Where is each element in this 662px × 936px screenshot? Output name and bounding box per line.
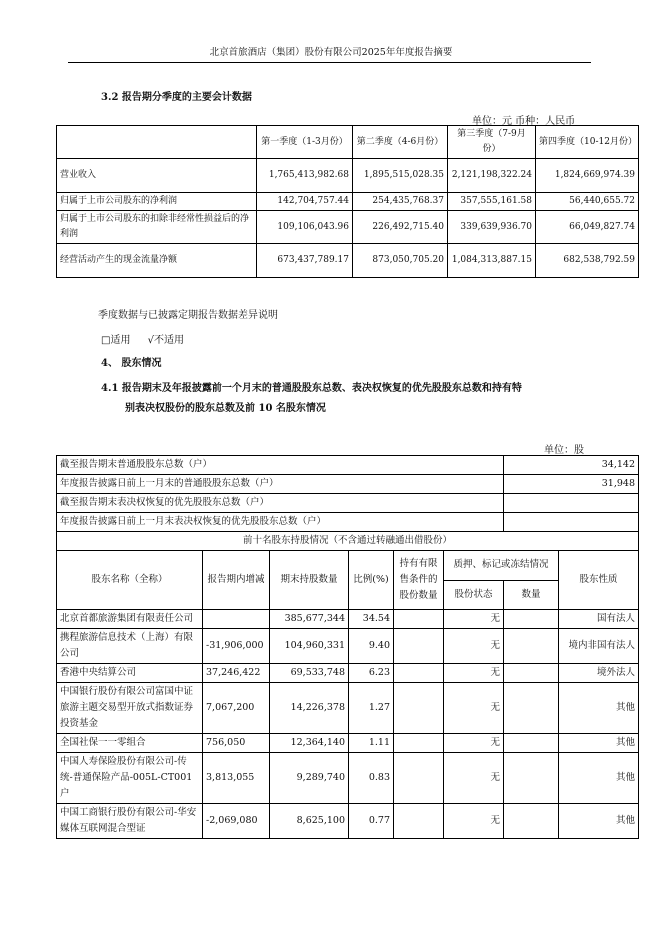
shareholder-change [203,610,270,629]
shareholder-name: 中国银行股份有限公司富国中证旅游主题交易型开放式指数证券投资基金 [57,683,203,734]
header-restricted: 持有有限售条件的股份数量 [394,551,444,610]
quarterly-data-table [56,125,639,278]
shareholder-restricted [394,753,444,804]
shareholder-held: 69,533,748 [270,664,349,683]
shareholder-qty [504,804,559,839]
value-cell: 357,555,161.58 [448,193,536,211]
value-cell: 66,049,827.74 [536,211,639,244]
row-label: 归属于上市公司股东的扣除非经常性损益后的净利润 [57,211,257,244]
header-change: 报告期内增减 [203,551,270,610]
shareholder-ratio: 0.83 [349,753,394,804]
header-pledge-status: 股份状态 [444,580,504,610]
shareholder-restricted [394,804,444,839]
shareholder-qty [504,610,559,629]
summary-row [57,456,639,475]
table-row [57,664,639,683]
shareholder-qty [504,734,559,753]
shareholder-nature: 境内非国有法人 [559,629,639,664]
table-row [57,683,639,734]
table-row [57,610,639,629]
shareholder-status: 无 [444,664,504,683]
shareholder-change: 756,050 [203,734,270,753]
value-cell: 1,824,669,974.39 [536,159,639,193]
summary-value [504,494,639,513]
value-cell: 142,704,757.44 [257,193,353,211]
shareholder-name: 香港中央结算公司 [57,664,203,683]
shareholder-status: 无 [444,753,504,804]
summary-label: 年度报告披露日前上一月末表决权恢复的优先股股东总数（户） [57,513,504,532]
summary-label: 年度报告披露日前上一月末的普通股股东总数（户） [57,475,504,494]
value-cell: 2,121,198,322.24 [448,159,536,193]
shareholder-qty [504,683,559,734]
value-cell: 1,765,413,982.68 [257,159,353,193]
shareholder-ratio: 0.77 [349,804,394,839]
table-row [57,193,639,211]
value-cell: 873,050,705.20 [353,244,448,278]
header-cell [57,126,257,159]
header-held: 期末持股数量 [270,551,349,610]
shareholder-restricted [394,664,444,683]
share-unit: 单位：股 [544,445,584,456]
row-label: 归属于上市公司股东的净利润 [57,193,257,211]
shareholder-restricted [394,610,444,629]
header-pledge: 质押、标记或冻结情况 [444,551,559,581]
shareholder-qty [504,753,559,804]
summary-value [504,513,639,532]
summary-label: 截至报告期末表决权恢复的优先股股东总数（户） [57,494,504,513]
shareholder-change: 3,813,055 [203,753,270,804]
shareholder-ratio: 34.54 [349,610,394,629]
shareholder-held: 14,226,378 [270,683,349,734]
shareholders-table [56,455,639,839]
shareholder-ratio: 1.11 [349,734,394,753]
applicability-options [101,331,198,346]
shareholder-status: 无 [444,734,504,753]
row-label: 营业收入 [57,159,257,193]
value-cell: 1,895,515,028.35 [353,159,448,193]
shareholder-status: 无 [444,610,504,629]
value-cell: 254,435,768.37 [353,193,448,211]
value-cell: 682,538,792.59 [536,244,639,278]
shareholder-held: 8,625,100 [270,804,349,839]
top10-title-row [57,532,639,551]
header-divider [68,62,591,63]
table-row [57,753,639,804]
table-row [57,244,639,278]
shareholder-ratio: 9.40 [349,629,394,664]
shareholder-ratio: 1.27 [349,683,394,734]
shareholder-status: 无 [444,683,504,734]
summary-row [57,475,639,494]
value-cell: 109,106,043.96 [257,211,353,244]
summary-value: 34,142 [504,456,639,475]
table-header-row [57,126,639,159]
shareholder-change: 37,246,422 [203,664,270,683]
shareholder-change: -31,906,000 [203,629,270,664]
value-cell: 226,492,715.40 [353,211,448,244]
table-row [57,804,639,839]
shareholder-qty [504,664,559,683]
shareholder-name: 中国工商银行股份有限公司-华安媒体互联网混合型证 [57,804,203,839]
option-not-apply: √不适用 [147,335,185,346]
shareholder-nature: 国有法人 [559,610,639,629]
summary-value: 31,948 [504,475,639,494]
currency-unit: 单位：元 币种：人民币 [472,116,576,127]
shareholder-nature: 其他 [559,804,639,839]
shareholder-qty [504,629,559,664]
table-row [57,211,639,244]
shareholder-held: 12,364,140 [270,734,349,753]
row-label: 经营活动产生的现金流量净额 [57,244,257,278]
shareholder-restricted [394,683,444,734]
shareholder-nature: 境外法人 [559,664,639,683]
table-header-row [57,551,639,581]
value-cell: 673,437,789.17 [257,244,353,278]
shareholder-change: -2,069,080 [203,804,270,839]
top10-title: 前十名股东持股情况（不含通过转融通出借股份） [57,532,639,551]
shareholder-held: 9,289,740 [270,753,349,804]
header-ratio: 比例(%) [349,551,394,610]
quarterly-difference-note: 季度数据与已披露定期报告数据差异说明 [98,310,278,321]
shareholder-ratio: 6.23 [349,664,394,683]
header-cell-q1: 第一季度（1-3月份） [257,126,353,159]
header-pledge-qty: 数量 [504,580,559,610]
value-cell: 56,440,655.72 [536,193,639,211]
section-3-2-title: 3.2 报告期分季度的主要会计数据 [101,92,252,103]
header-cell-q3: 第三季度（7-9月份） [448,126,536,159]
table-row [57,629,639,664]
shareholder-change: 7,067,200 [203,683,270,734]
summary-row [57,513,639,532]
shareholder-name: 全国社保一一零组合 [57,734,203,753]
shareholder-restricted [394,629,444,664]
value-cell: 1,084,313,887.15 [448,244,536,278]
shareholder-status: 无 [444,804,504,839]
header-nature: 股东性质 [559,551,639,610]
section-4-1-title-line2: 别表决权股份的股东总数及前 10 名股东情况 [125,403,326,414]
value-cell: 339,639,936.70 [448,211,536,244]
section-4-title: 4、 股东情况 [101,358,162,369]
table-row [57,159,639,193]
summary-row [57,494,639,513]
section-4-1-title-line1: 4.1 报告期末及年报披露前一个月末的普通股股东总数、表决权恢复的优先股股东总数和持有特 [101,383,522,394]
header-name: 股东名称（全称） [57,551,203,610]
shareholder-status: 无 [444,629,504,664]
page-header-title: 北京首旅酒店（集团）股份有限公司2025年年度报告摘要 [209,47,453,58]
shareholder-nature: 其他 [559,734,639,753]
shareholder-nature: 其他 [559,753,639,804]
shareholder-name: 携程旅游信息技术（上海）有限公司 [57,629,203,664]
shareholder-restricted [394,734,444,753]
summary-label: 截至报告期末普通股股东总数（户） [57,456,504,475]
shareholder-name: 中国人寿保险股份有限公司-传统-普通保险产品-005L-CT001户 [57,753,203,804]
shareholder-held: 385,677,344 [270,610,349,629]
shareholder-held: 104,960,331 [270,629,349,664]
table-row [57,734,639,753]
shareholder-name: 北京首都旅游集团有限责任公司 [57,610,203,629]
shareholder-nature: 其他 [559,683,639,734]
header-cell-q4: 第四季度（10-12月份） [536,126,639,159]
header-cell-q2: 第二季度（4-6月份） [353,126,448,159]
option-apply: □适用 [101,335,131,346]
